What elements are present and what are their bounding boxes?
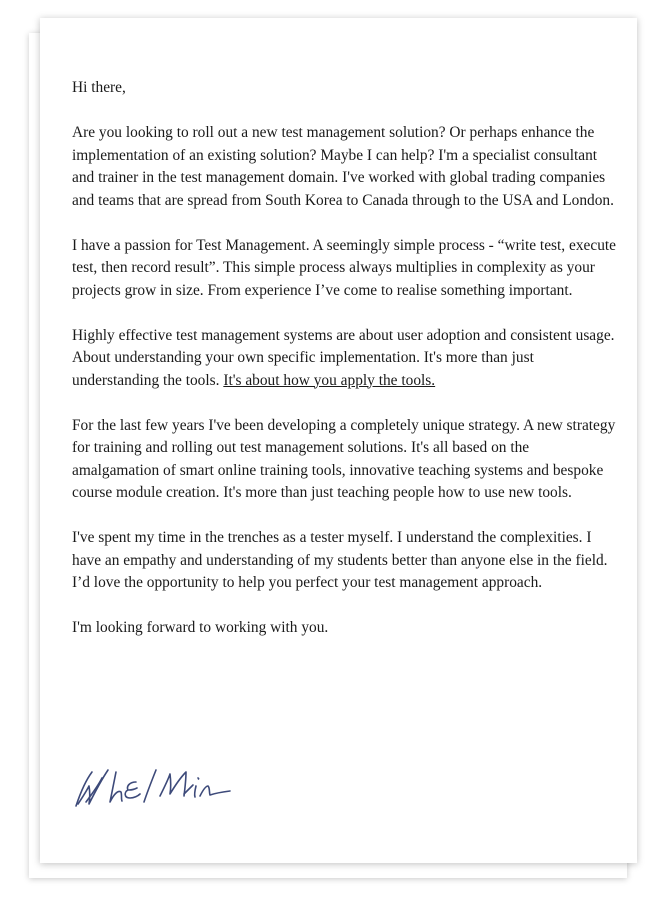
letter-paragraph-1: Are you looking to roll out a new test management solution? Or perhaps enhance the implementation of an existing solution? Maybe I can help? I'm a specialist consultant and trainer in the test management domain. I've worked with global trading companies and teams that are spread from South Korea to Canada through to the USA and London.: [72, 124, 614, 209]
handwritten-signature: [72, 764, 244, 812]
underlined-emphasis: It's about how you apply the tools.: [223, 371, 436, 389]
paper-sheet: [40, 18, 637, 863]
letter-paragraph-3: [72, 325, 617, 393]
letter-greeting: Hi there,: [72, 79, 126, 96]
letter-body: [72, 77, 617, 662]
letter-paragraph-2: I have a passion for Test Management. A seemingly simple process - “write test, execute test, then record result”. This simple process always multiplies in complexity as your projects grow in size. From experience I’ve come to realise something important.: [72, 236, 616, 299]
letter-closing: I'm looking forward to working with you.: [72, 619, 329, 636]
letter-paragraph-4: For the last few years I've been developing a completely unique strategy. A new strategy for training and rolling out test management solutions. It's all based on the amalgamation of smart online training tools, innovative teaching systems and bespoke course module creation. It's more than just teaching people how to use new tools.: [72, 416, 616, 501]
letter-paragraph-5: I've spent my time in the trenches as a tester myself. I understand the complexities. I have an empathy and understanding of my students better than anyone else in the field. I’d love the opportunity to help you perfect your test management approach.: [72, 529, 608, 591]
paragraph-3-text: Highly effective test management systems are about user adoption and consistent usage. About understanding your own specific implementation. It's more than just understanding the tools.: [72, 326, 615, 389]
